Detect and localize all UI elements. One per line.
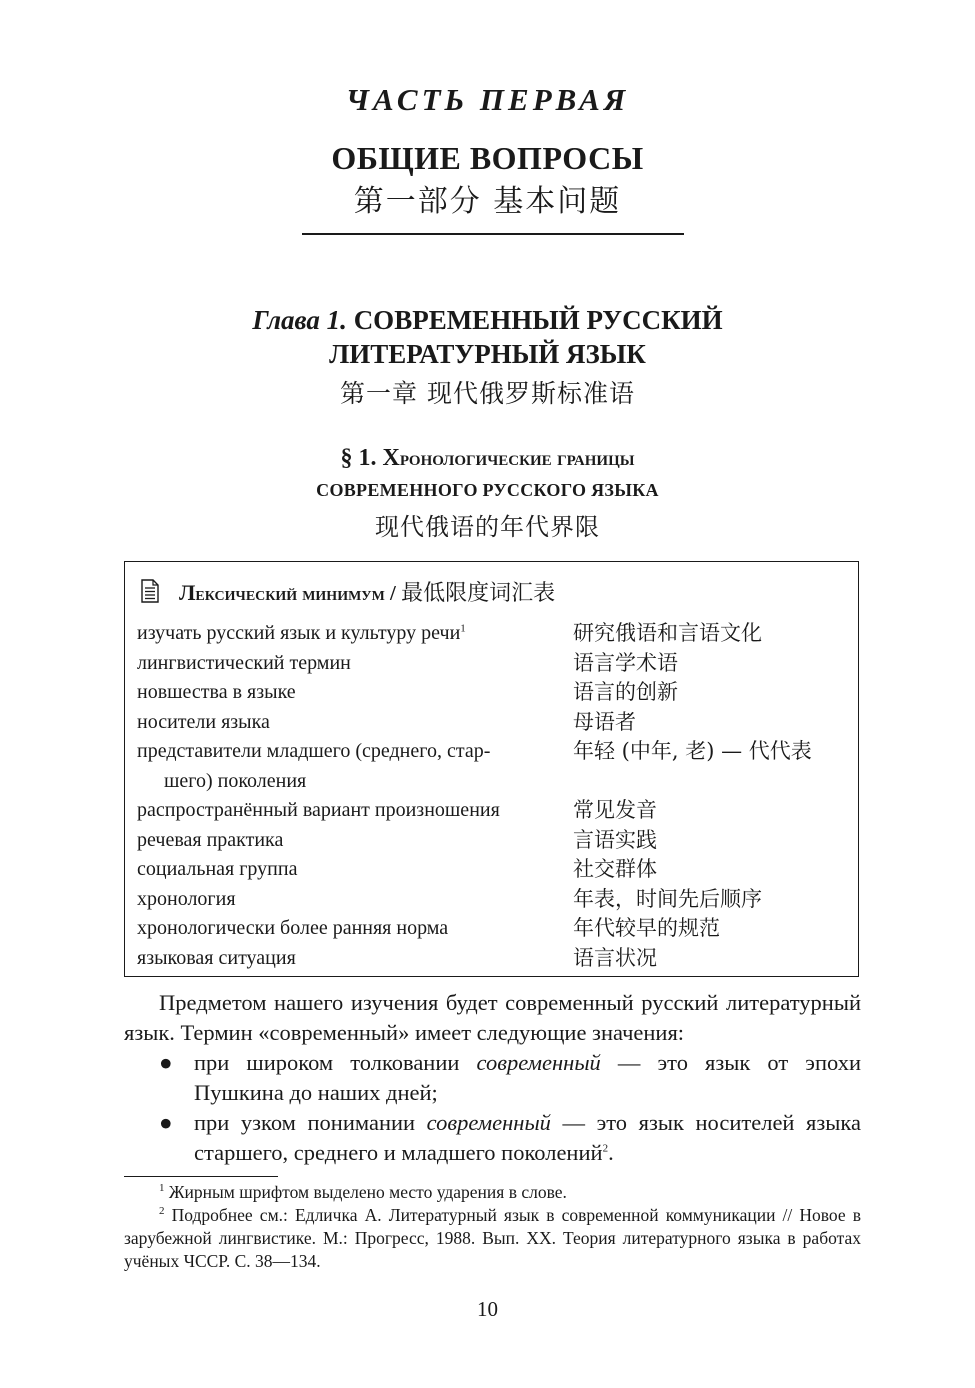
part-title-chinese: 第一部分 基本问题 [353, 184, 622, 219]
vocab-term: языковая ситуация [137, 946, 296, 969]
footnote-ref: 1 [460, 622, 466, 635]
bullet-list [124, 1048, 861, 1168]
vocab-translation: 常见发音 [573, 798, 657, 822]
vocab-term-continued: шего) поколения [164, 769, 307, 792]
vocab-translation: 年轻 (中年, 老) — 代代表 [573, 739, 812, 763]
part-label: ЧАСТЬ ПЕРВАЯ [345, 82, 630, 117]
chapter-title-line2: ЛИТЕРАТУРНЫЙ ЯЗЫК [329, 339, 646, 369]
vocab-row [137, 826, 847, 856]
vocab-title-separator: / [390, 580, 396, 605]
vocab-translation: 语言状况 [573, 945, 657, 970]
footnote: $^2$ Подробнее см.: Едличка А. Литературный язык в современной коммуникации // Новое в зарубежной лингвистике. М.: Прогресс, 1988. Вып. XX. Теория литературного языка в работах учёных ЧССР. С. 38—134. [124, 1205, 862, 1271]
vocab-row [137, 619, 847, 649]
bullet-item: ● при узком понимании современный — это язык носителей языка старшего, среднего и младшего поколений$^2$. [159, 1110, 861, 1165]
body-text [124, 988, 861, 1168]
vocab-translation: 语言的创新 [573, 680, 678, 704]
vocab-translation: 年表，时间先后顺序 [573, 886, 762, 911]
vocab-term: лингвистический термин [137, 651, 351, 674]
vocab-term: социальная группа [137, 858, 298, 880]
footnote-number: 2 [159, 1205, 165, 1218]
vocab-term: хронология [137, 887, 236, 910]
vocab-term: изучать русский язык и культуру речи [137, 622, 461, 644]
part-title: ОБЩИЕ ВОПРОСЫ [331, 140, 644, 176]
chapter-title-chinese: 第一章 现代俄罗斯标准语 [340, 379, 635, 408]
vocab-title-chinese: 最低限度词汇表 [401, 580, 556, 606]
vocab-term: хронологически более ранняя норма [137, 917, 449, 939]
vocab-title-ru: ексический минимум [195, 582, 385, 605]
vocab-translation: 语言学术语 [573, 650, 678, 675]
section-title-line1: ронологические границы [399, 445, 635, 470]
page-number: 10 [477, 1297, 498, 1321]
vocab-title-initial: Л [179, 579, 196, 605]
vocab-title [179, 576, 555, 607]
bullet-icon: ● [159, 1050, 173, 1075]
vocab-header [141, 574, 555, 608]
bullet-icon: ● [159, 1110, 173, 1135]
vocab-list [137, 619, 847, 973]
document-icon [141, 579, 159, 603]
vocab-row [137, 708, 847, 738]
vocab-term: распространённый вариант произношения [137, 799, 500, 821]
vocab-row [137, 855, 847, 885]
vocab-row [137, 678, 847, 708]
vocab-translation: 社交群体 [573, 857, 657, 881]
emphasis: современный [426, 1110, 551, 1135]
vocab-row [137, 914, 847, 944]
part-divider [302, 233, 684, 235]
vocab-term: новшества в языке [137, 681, 296, 703]
section-title-initial: Х [382, 445, 400, 471]
vocab-term: носители языка [137, 710, 270, 733]
footnote-ref: 2 [602, 1142, 609, 1155]
vocab-row [137, 796, 847, 826]
section-title-chinese: 现代俄语的年代界限 [375, 513, 600, 541]
vocab-row [137, 649, 847, 679]
vocab-translation: 母语者 [573, 709, 636, 734]
vocab-row [137, 944, 847, 974]
vocab-term: представители младшего (среднего, стар- [137, 740, 491, 762]
footnote: $^1$ Жирным шрифтом выделено место ударения в слове. [159, 1182, 567, 1202]
vocab-term: речевая практика [137, 828, 284, 851]
vocab-translation: 年代较早的规范 [573, 916, 720, 940]
vocab-row [137, 885, 847, 915]
section-number: § 1. [340, 445, 377, 471]
vocab-translation: 言语实践 [573, 827, 657, 852]
emphasis: современный [476, 1050, 601, 1075]
vocab-box [124, 561, 859, 977]
chapter-heading [0, 305, 975, 336]
footnote-divider [124, 1176, 278, 1177]
vocab-translation: 研究俄语和言语文化 [573, 621, 762, 645]
bullet-item: ● при широком толковании современный — это язык от эпохи Пушкина до наших дней; [159, 1050, 861, 1105]
footnote-number: 1 [159, 1182, 165, 1195]
chapter-prefix: Глава 1. [252, 305, 347, 335]
chapter-title-line1: СОВРЕМЕННЫЙ РУССКИЙ [353, 305, 723, 335]
section-heading [0, 445, 975, 472]
body-paragraph: Предметом нашего изучения будет современный русский литературный язык. Термин «современный» имеет следующие значения: [124, 990, 861, 1045]
section-title-line2: СОВРЕМЕННОГО РУССКОГО ЯЗЫКА [316, 480, 659, 500]
footnotes [124, 1181, 861, 1273]
vocab-row [137, 737, 847, 796]
